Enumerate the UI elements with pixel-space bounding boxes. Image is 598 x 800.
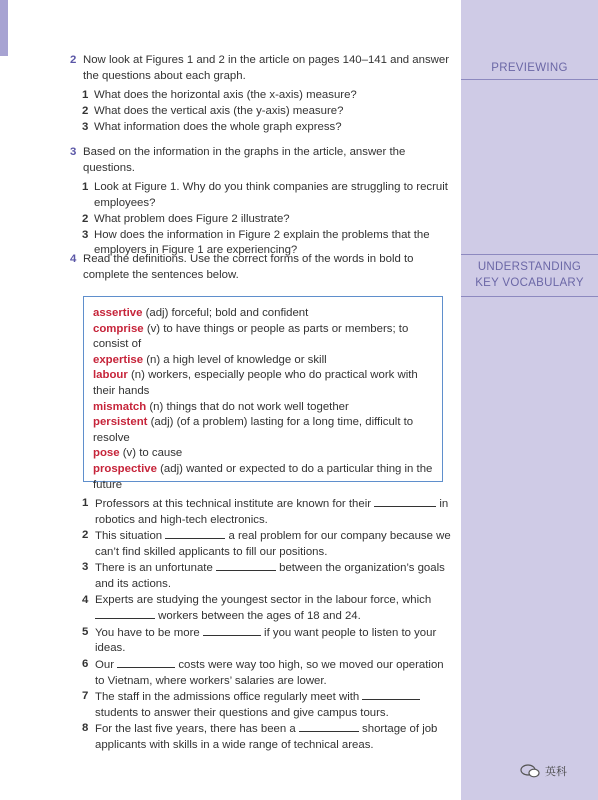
section-label-previewing: PREVIEWING [491,62,568,74]
sub-question [82,180,455,211]
answer-blank[interactable] [95,608,155,619]
vocab-term: assertive [93,307,143,319]
sub-question-number: 3 [82,120,89,133]
vocab-definition: (adj) forceful; bold and confident [142,307,309,319]
sub-question [82,120,455,136]
vocab-term: comprise [93,322,144,335]
sidebar-divider [461,254,598,255]
question-2 [70,53,455,136]
vocab-definition: (v) to have things or people as parts or members; to consist of [93,322,409,351]
exercise-text: shortage of job applicants with skills in a wide range of technical areas. [95,723,438,751]
exercise-text: in robotics and high-tech electronics. [95,498,449,526]
question-text: Read the definitions. Use the correct forms of the words in bold to complete the sentences below. [83,253,414,281]
exercise-list [82,496,454,754]
exercise-number: 4 [82,593,89,606]
vocab-entry [93,400,434,416]
page-edge-tab [0,0,8,56]
sub-question-text: What does the horizontal axis (the x-axis) measure? [94,89,357,102]
sub-question-list [82,88,455,135]
vocab-definition: (adj) wanted or expected to do a particular thing in the future [93,462,433,491]
exercise-text: students to answer their questions and give campus tours. [95,706,389,719]
exercise-number: 8 [82,722,89,735]
exercise-item [82,496,454,528]
exercise-item [82,657,454,689]
sub-question-text: What problem does Figure 2 illustrate? [94,212,290,225]
sub-question-list [82,180,455,259]
answer-blank[interactable] [117,657,175,668]
exercise-number: 2 [82,529,89,542]
vocab-definition: (n) a high level of knowledge or skill [143,353,327,366]
sub-question-number: 3 [82,228,89,241]
vocab-definition: (n) workers, especially people who do practical work with their hands [93,369,418,397]
vocab-entry [93,306,434,322]
sub-question [82,88,455,104]
exercise-number: 5 [82,625,89,638]
answer-blank[interactable] [374,496,436,507]
exercise-text: between the organization’s goals and its actions. [95,562,445,590]
exercise-item [82,593,454,625]
vocab-entry [93,462,434,493]
sub-question-number: 2 [82,105,89,118]
exercise-item [82,625,454,657]
exercise-number: 1 [82,497,89,509]
vocab-entry [93,415,434,446]
vocab-term: labour [93,369,128,382]
sub-question-text: What does the vertical axis (the y-axis) measure? [94,105,344,118]
exercise-text: The staff in the admissions office regularly meet with [95,691,363,704]
vocab-term: persistent [93,416,148,429]
exercise-text: a real problem for our company because we can’t find skilled applicants to fill our positions. [95,530,451,558]
answer-blank[interactable] [362,689,420,700]
sidebar-panel [461,0,598,800]
sub-question-text: How does the information in Figure 2 explain the problems that the employers in Figure 1 are experiencing? [94,228,430,257]
exercise-item [82,721,454,753]
vocab-term: expertise [93,353,144,366]
exercise-text: costs were way too high, so we moved our operation to Vietnam, where workers’ salaries are lower. [95,658,444,687]
vocab-definition: (n) things that do not work well together [146,400,349,413]
exercise-text: workers between the ages of 18 and 24. [155,610,361,623]
sub-question [82,212,455,228]
exercise-item [82,689,454,721]
exercise-text: Experts are studying the youngest sector in the labour force, which [95,593,432,606]
sub-question-text: What information does the whole graph express? [94,120,342,133]
exercise-text: Professors at this technical institute are known for their [95,498,375,510]
exercise-number: 7 [82,690,89,703]
sub-question-number: 1 [82,89,89,102]
exercise-text: You have to be more [95,626,203,639]
question-number: 3 [70,146,77,158]
vocabulary-box [83,296,443,491]
vocab-definition: (adj) (of a problem) lasting for a long time, difficult to resolve [93,416,414,444]
question-number: 4 [70,253,77,265]
exercise-text: if you want people to listen to your ideas. [95,626,437,655]
exercise-number: 3 [82,561,89,574]
question-3 [70,145,455,259]
answer-blank[interactable] [165,528,225,539]
vocab-term: mismatch [93,400,147,413]
answer-blank[interactable] [216,560,276,571]
vocab-entry [93,353,434,369]
exercise-number: 6 [82,657,89,670]
question-text: Based on the information in the graphs in the article, answer the questions. [83,146,406,174]
watermark-text: 英科 [545,766,567,778]
sub-question-number: 2 [82,212,89,225]
exercise-item [82,560,454,592]
sub-question-number: 1 [82,181,89,194]
sidebar-divider [461,296,598,297]
answer-blank[interactable] [203,625,261,636]
watermark [520,763,567,779]
vocab-definition: (v) to cause [119,447,183,460]
chat-bubble-icon [520,764,540,778]
exercise-item [82,528,454,560]
answer-blank[interactable] [299,721,359,732]
vocab-entry [93,368,434,399]
vocab-term: prospective [93,462,157,475]
question-4 [70,252,455,283]
sub-question-text: Look at Figure 1. Why do you think companies are struggling to recruit employees? [94,181,448,210]
section-label-understanding: UNDERSTANDING [477,261,582,273]
exercise-text: There is an unfortunate [95,562,216,575]
vocab-entry [93,322,434,353]
question-number: 2 [70,54,77,66]
section-label-key-vocabulary: KEY VOCABULARY [475,277,584,289]
sidebar-divider [461,79,598,80]
exercise-text: This situation [95,530,166,543]
exercise-text: For the last five years, there has been a [95,723,299,736]
vocab-entry [93,446,434,462]
question-text: Now look at Figures 1 and 2 in the article on pages 140–141 and answer the questions about each graph. [83,54,450,82]
exercise-text: Our [95,658,118,671]
vocab-term: pose [93,447,120,460]
sub-question [82,104,455,120]
